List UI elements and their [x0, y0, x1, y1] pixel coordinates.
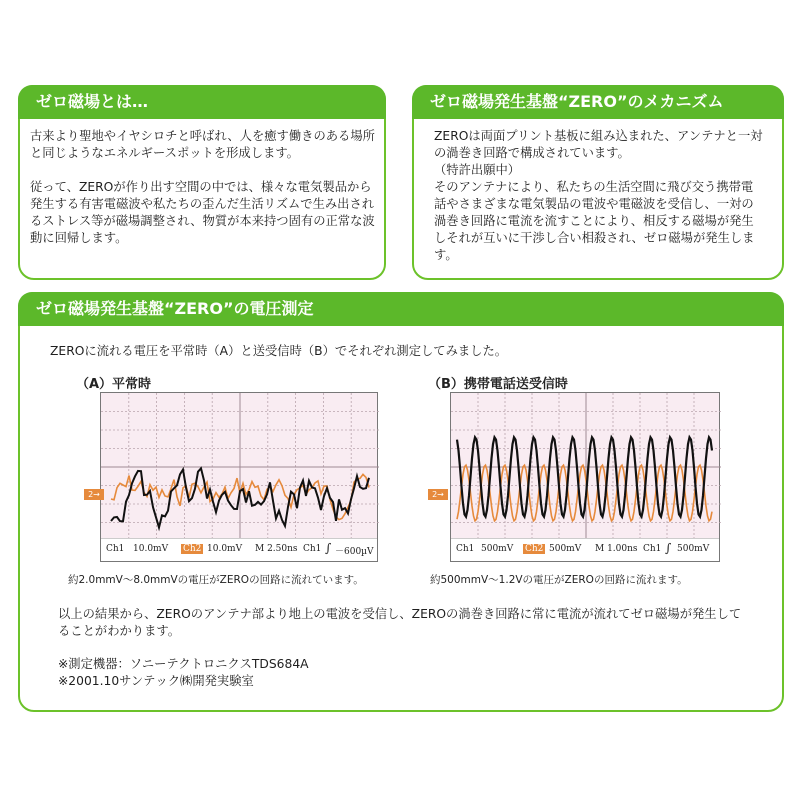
panel-voltage-intro: ZEROに流れる電圧を平常時（A）と送受信時（B）でそれぞれ測定してみました。: [50, 344, 508, 358]
scope-b-caption: 約500mmV～1.2Vの電圧がZEROの回路に流れます。: [430, 574, 688, 586]
scope-b-trig-icon: ∫: [665, 541, 672, 555]
scope-a-ch2-val: 10.0mV: [207, 544, 243, 554]
scope-a: [100, 392, 378, 562]
panel-zero-field-title: ゼロ磁場とは…: [18, 85, 386, 119]
panel-voltage-title: ゼロ磁場発生基盤“ZERO”の電圧測定: [18, 292, 784, 326]
scope-a-caption: 約2.0mmV～8.0mmVの電圧がZEROの回路に流れています。: [68, 574, 364, 586]
scope-b-time: M 1.00ns: [595, 544, 638, 554]
scope-a-screen: [101, 393, 379, 541]
scope-b-trig-val: 500mV: [677, 544, 710, 554]
scope-a-ch2-marker: 2→: [84, 489, 104, 500]
scope-b-screen: [451, 393, 721, 541]
scope-a-status: [101, 538, 377, 561]
scope-b-trig-ch: Ch1: [643, 544, 662, 554]
note-lab: ※2001.10サンテック㈱開発実験室: [58, 674, 254, 688]
scope-a-ch1: Ch1: [106, 544, 125, 554]
panel-zero-field-para1: 古来より聖地やイヤシロチと呼ばれ、人を癒す働きのある場所と同じようなエネルギースポットを形成します。: [30, 129, 375, 160]
scope-b-ch2-val: 500mV: [549, 544, 582, 554]
scope-a-time: M 2.50ns: [255, 544, 298, 554]
scope-a-trig-icon: ∫: [325, 541, 332, 555]
note-equipment: ※測定機器：ソニーテクトロニクスTDS684A: [58, 657, 309, 671]
scope-a-trig-ch: Ch1: [303, 544, 322, 554]
scope-a-trig-val: －600µV: [335, 547, 374, 557]
panel-mechanism-para1: ZEROは両面プリント基板に組み込まれた、アンテナと一対の渦巻き回路で構成されています。: [434, 129, 763, 160]
scope-b-ch2: Ch2: [525, 544, 544, 554]
panel-mechanism-title: ゼロ磁場発生基盤“ZERO”のメカニズム: [412, 85, 784, 119]
scope-b-title: （B）携帯電話送受信時: [428, 377, 568, 392]
panel-zero-field-para2: 従って、ZEROが作り出す空間の中では、様々な電気製品から発生する有害電磁波や私たちの歪んだ生活リズムで生み出されるストレス等が磁場調整され、物質が本来持つ固有の正常な波動に回帰します。: [30, 180, 375, 245]
scope-b-ch1-val: 500mV: [481, 544, 514, 554]
scope-b-ch2-marker: 2→: [428, 489, 448, 500]
panel-mechanism-para2: そのアンテナにより、私たちの生活空間に飛び交う携帯電話やさまざまな電気製品の電波や電磁波を受信し、一対の渦巻き回路に電流を流すことにより、相反する磁場が発生しそれが互いに干渉し合い相殺され、ゼロ磁場が発生します。: [434, 180, 755, 262]
scope-b: [450, 392, 720, 562]
scope-b-ch1: Ch1: [456, 544, 475, 554]
scope-a-title: （A）平常時: [76, 377, 152, 392]
panel-zero-field-body: [30, 128, 380, 247]
scope-b-status: [451, 538, 719, 561]
panel-mechanism-patent: （特許出願中）: [434, 163, 521, 177]
panel-mechanism-body: [434, 128, 764, 264]
conclusion-text: 以上の結果から、ZEROのアンテナ部より地上の電波を受信し、ZEROの渦巻き回路に常に電流が流れてゼロ磁場が発生してることがわかります。: [58, 607, 742, 638]
scope-a-ch2: Ch2: [183, 544, 202, 554]
scope-a-ch1-val: 10.0mV: [133, 544, 169, 554]
